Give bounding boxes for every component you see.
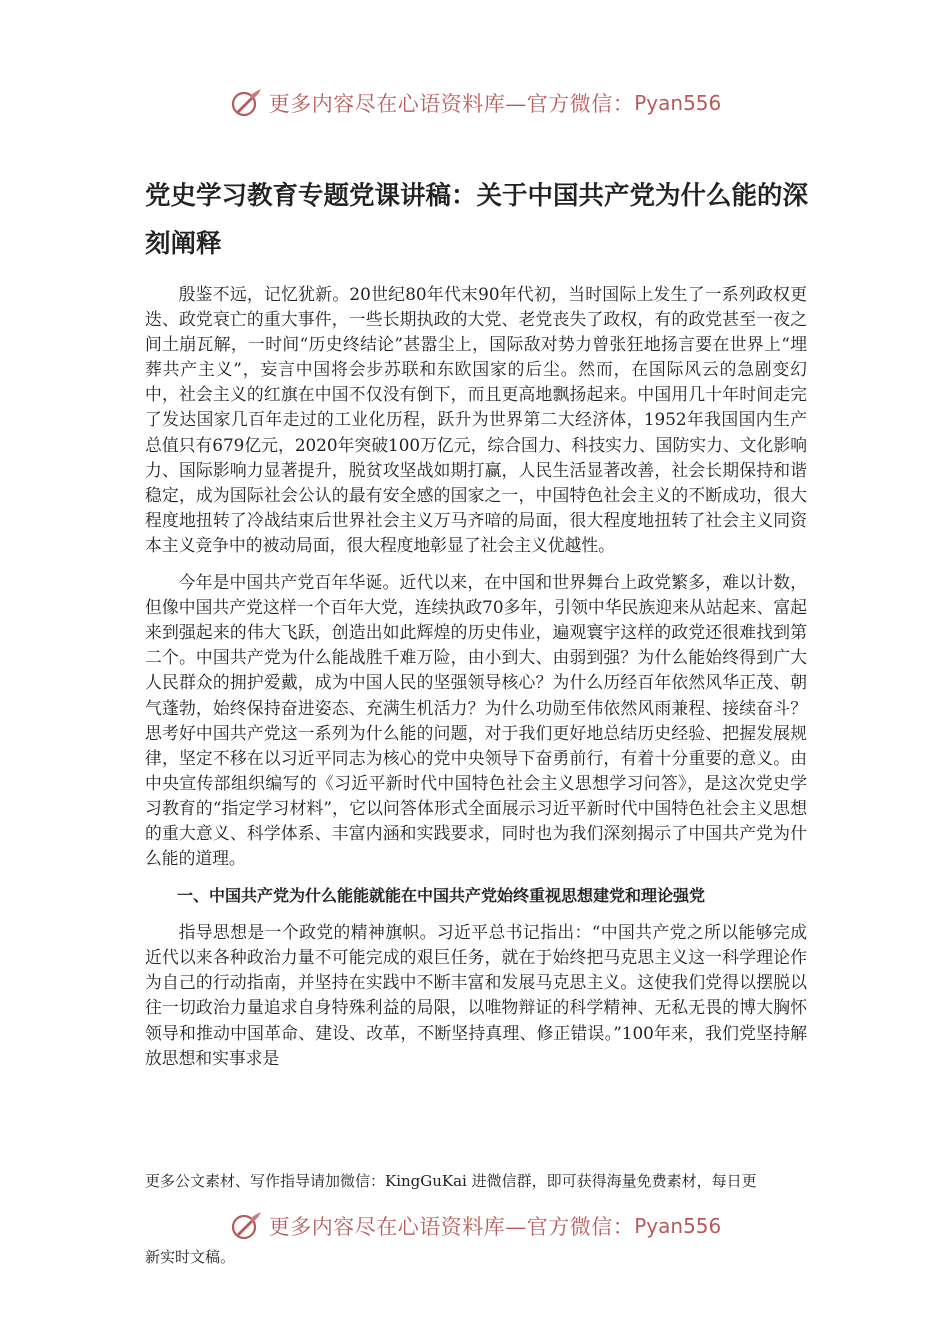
header-banner (0, 86, 950, 120)
banner-text: 更多内容尽在心语资料库—官方微信： (268, 92, 635, 116)
banner-text: 更多内容尽在心语资料库—官方微信： (268, 1215, 635, 1239)
paragraph-2: 今年是中国共产党百年华诞。近代以来，在中国和世界舞台上政党繁多，难以计数，但像中国共产党这样一个百年大党，连续执政70多年，引领中华民族迎来从站起来、富起来到强起来的伟大飞跃，创造出如此辉煌的历史伟业，遍观寰宇这样的政党还很难找到第二个。中国共产党为什么能战胜千难万险，由小到大、由弱到强？为什么能始终得到广大人民群众的拥护爱戴，成为中国人民的坚强领导核心？为什么历经百年依然风华正茂、朝气蓬勃，始终保持奋进姿态、充满生机活力？为什么功勋至伟依然风雨兼程、接续奋斗？思考好中国共产党这一系列为什么能的问题，对于我们更好地总结历史经验、把握发展规律，坚定不移在以习近平同志为核心的党中央领导下奋勇前行，有着十分重要的意义。由中央宣传部组织编写的《习近平新时代中国特色社会主义思想学习问答》，是这次党史学习教育的“指定学习材料”，它以问答体形式全面展示习近平新时代中国特色社会主义思想的重大意义、科学体系、丰富内涵和实践要求，同时也为我们深刻揭示了中国共产党为什么能的道理。 (145, 572, 807, 869)
document-title: 党史学习教育专题党课讲稿：关于中国共产党为什么能的深刻阐释 (145, 181, 809, 259)
footer-note-line1: 更多公文素材、写作指导请加微信：KingGuKai 进微信群，即可获得海量免费素材，每日更 (145, 1172, 757, 1190)
document-body (145, 282, 807, 1083)
paragraph-3: 指导思想是一个政党的精神旗帜。习近平总书记指出：“中国共产党之所以能够完成近代以来各种政治力量不可能完成的艰巨任务，就在于始终把马克思主义这一科学理论作为自己的行动指南，并坚持在实践中不断丰富和发展马克思主义。这使我们党得以摆脱以往一切政治力量追求自身特殊利益的局限，以唯物辩证的科学精神、无私无畏的博大胸怀领导和推动中国革命、建设、改革，不断坚持真理、修正错误。”100年来，我们党坚持解放思想和实事求是 (145, 922, 807, 1068)
banner-wechat-id: Pyan556 (634, 91, 722, 115)
paragraph-1: 殷鉴不远，记忆犹新。20世纪80年代末90年代初，当时国际上发生了一系列政权更迭、政党衰亡的重大事件，一些长期执政的大党、老党丧失了政权，有的政党甚至一夜之间土崩瓦解，一时间“历史终结论”甚嚣尘上，国际敌对势力曾张狂地扬言要在世界上“埋葬共产主义”，妄言中国将会步苏联和东欧国家的后尘。然而，在国际风云的急剧变幻中，社会主义的红旗在中国不仅没有倒下，而且更高地飘扬起来。中国用几十年时间走完了发达国家几百年走过的工业化历程，跃升为世界第二大经济体，1952年我国国内生产总值只有679亿元，2020年突破100万亿元，综合国力、科技实力、国防实力、文化影响力、国际影响力显著提升，脱贫攻坚战如期打赢，人民生活显著改善，社会长期保持和谐稳定，成为国际社会公认的最有安全感的国家之一，中国特色社会主义的不断成功，很大程度地扭转了冷战结束后世界社会主义万马齐喑的局面，很大程度地扭转了社会主义同资本主义竞争中的被动局面，很大程度地彰显了社会主义优越性。 (145, 284, 807, 555)
pen-quill-logo-icon (229, 1209, 263, 1243)
pen-quill-logo-icon (229, 86, 263, 120)
section-heading-1: 一、中国共产党为什么能能就能在中国共产党始终重视思想建党和理论强党 (177, 886, 706, 906)
footer-banner (0, 1209, 950, 1243)
footer-note-line2: 新实时文稿。 (145, 1248, 236, 1266)
banner-wechat-id: Pyan556 (634, 1214, 722, 1238)
